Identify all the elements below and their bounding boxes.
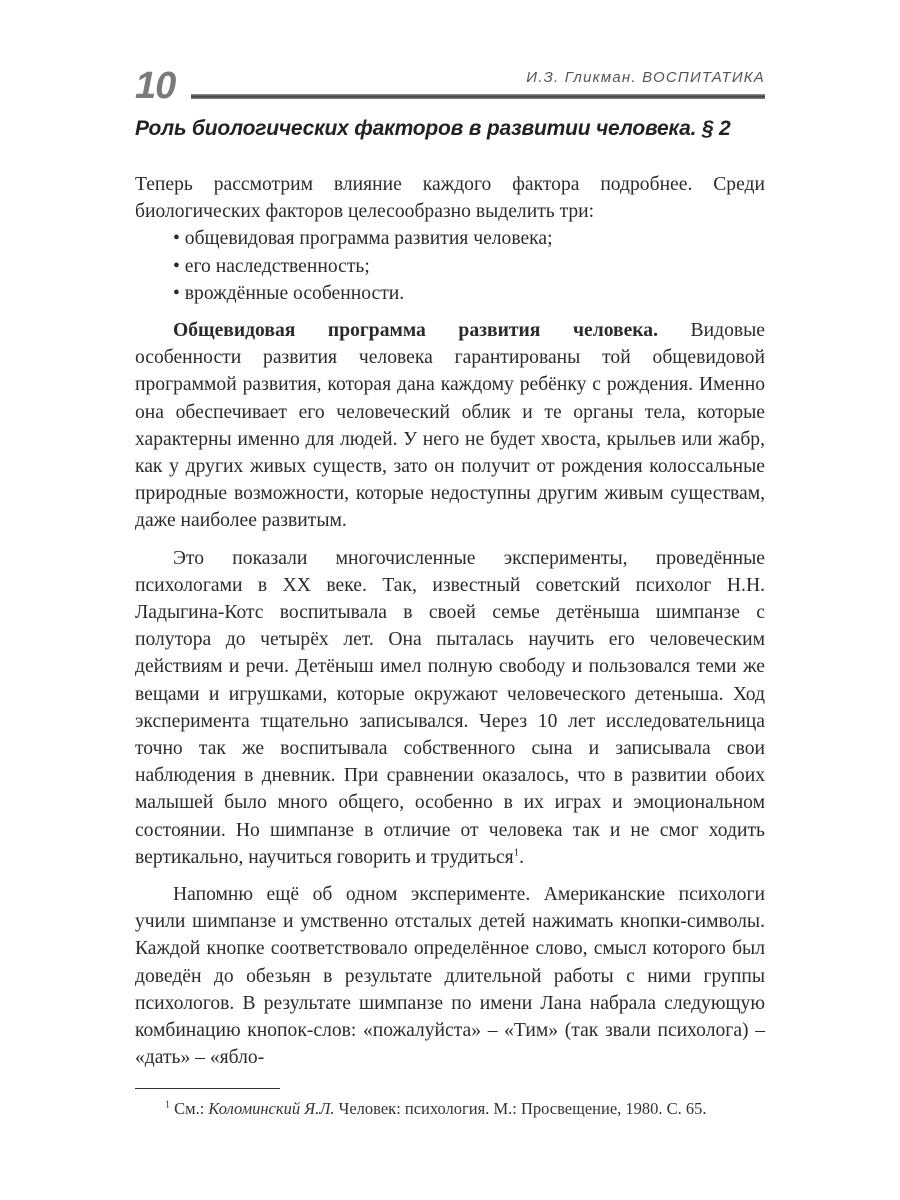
list-item-text: общевидовая программа развития человека; bbox=[184, 228, 553, 250]
paragraph bbox=[135, 545, 765, 871]
running-title: И.З. Гликман. ВОСПИТАТИКА bbox=[526, 69, 765, 86]
paragraph bbox=[135, 881, 765, 1071]
footnote-divider bbox=[135, 1088, 280, 1089]
paragraph-tail: . bbox=[519, 846, 525, 868]
footnote-citation: Человек: психология. М.: Просвещение, 1980. С. 65. bbox=[334, 1098, 707, 1118]
footnote-prefix: См.: bbox=[170, 1098, 209, 1118]
factor-list bbox=[135, 225, 765, 307]
list-item-text: его наследственность; bbox=[184, 255, 370, 277]
list-item bbox=[173, 225, 765, 252]
footnote bbox=[135, 1097, 765, 1120]
paragraph-text: Напомню ещё об одном эксперименте. Американские психологи учили шимпанзе и умственно отсталых детей нажимать кнопки-символы. Каждой кнопке соответствовало определённое слово, смысл которого был доведён до обезьян в результате длительной работы с ними группы психологов. В результате шимпанзе по имени Лана набрала следующую комбинацию кнопок-слов: «пожалуйста» – «Тим» (так звали психолога) – «дать» – «ябло- bbox=[135, 884, 765, 1069]
paragraph-text: Видовые особенности развития человека гарантированы той общевидовой программой развития, которая дана каждому ребёнку с рождения. Именно она обеспечивает его человеческий облик и те органы тела, которые характерны именно для людей. У него не будет хвоста, крыльев или жабр, как у других живых существ, зато он получит от рождения колоссальные природные возможности, которые недоступны другим живым существам, даже наиболее развитым. bbox=[135, 320, 765, 532]
section-title: Роль биологических факторов в развитии человека. § 2 bbox=[135, 117, 731, 140]
paragraph-text: Это показали многочисленные эксперименты, проведённые психологами в XX веке. Так, известный советский психолог Н.Н. Ладыгина-Котс воспитывала в своей семье детёныша шимпанзе с полутора до четырёх лет. Она пыталась научить его человеческим действиям и речи. Детёныш имел полную свободу и пользовался теми же вещами и игрушками, которые окружают человеческого детеныша. Ход эксперимента тщательно записывался. Через 10 лет исследовательница точно так же воспитывала собственного сына и записывала свои наблюдения в дневник. При сравнении оказалось, что в развитии обоих малышей было много общего, особенно в их играх и эмоциональном состоянии. Но шимпанзе в отличие от человека так и не смог ходить вертикально, научиться говорить и трудиться bbox=[135, 547, 765, 868]
page-number: 10 bbox=[135, 65, 176, 107]
list-item-text: врождённые особенности. bbox=[184, 282, 405, 304]
book-page bbox=[135, 60, 765, 1120]
intro-block bbox=[135, 171, 765, 307]
list-item bbox=[173, 280, 765, 307]
footnote-number: 1 bbox=[165, 1099, 170, 1110]
footnote-author: Коломинский Я.Л. bbox=[208, 1098, 335, 1118]
intro-text: Теперь рассмотрим влияние каждого фактора подробнее. Среди биологических факторов целесообразно выделить три: bbox=[135, 174, 765, 223]
main-text bbox=[135, 317, 765, 1071]
running-head bbox=[135, 60, 765, 108]
paragraph bbox=[135, 317, 765, 535]
paragraph-lead-heading: Общевидовая программа развития человека. bbox=[173, 320, 658, 342]
footnote-reference[interactable]: 1 bbox=[513, 846, 520, 859]
list-item bbox=[173, 253, 765, 280]
header-rule bbox=[191, 94, 765, 99]
